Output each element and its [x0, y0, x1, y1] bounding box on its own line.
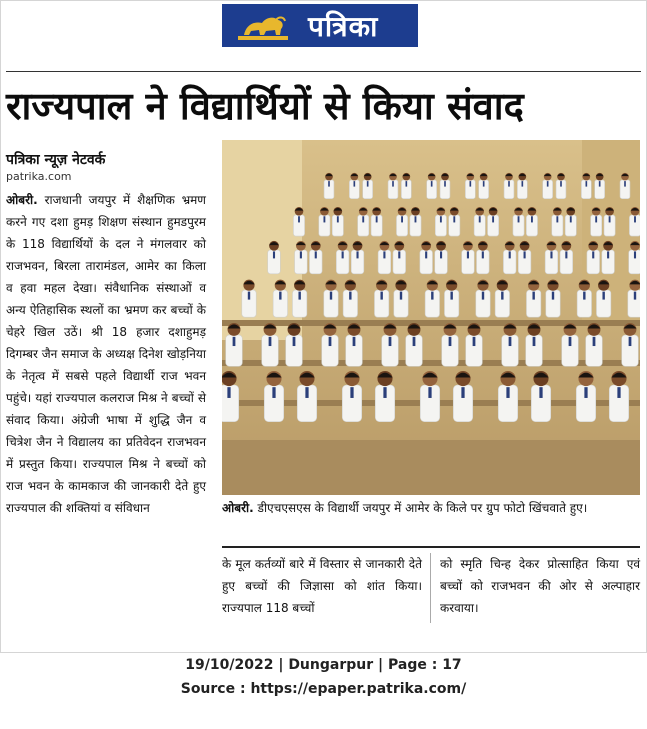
article-column-2: के मूल कर्तव्यों बारे में विस्तार से जानकारी देते हुए बच्चों की जिज्ञासा को शांत किया। राज्यपाल 118 बच्चों: [222, 557, 422, 615]
group-photo-illustration: [222, 140, 640, 495]
caption-rule: [222, 546, 640, 548]
dateline: ओबरी.: [6, 193, 38, 207]
site-name: patrika.com: [6, 170, 72, 183]
header-rule: [6, 71, 641, 72]
article-column-1: [6, 189, 206, 519]
lion-emblem-icon: [236, 11, 290, 43]
byline: पत्रिका न्यूज़ नेटवर्क: [6, 152, 106, 168]
caption-text: डीएचएसएस के विद्यार्थी जयपुर में आमेर के किले पर ग्रुप फोटो खिंचवाते हुए।: [257, 501, 588, 515]
article-text-1: राजधानी जयपुर में शैक्षणिक भ्रमण करने गए दशा हुमड़ शिक्षण संस्थान हुमडपुरम के 118 विद्यार्थियों के दल ने मंगलवार को राजभवन, बिरला तारामंडल, आमेर का किला व हवा महल देखा। संवैधानिक संस्थाओं व अन्य ऐतिहासिक स्थलों का भ्रमण कर बच्चों के चेहरे खिल उठें। श्री 18 हजार दशाहुमड़ दिगम्बर जैन समाज के अध्यक्ष दिनेश खोड़निया के नेतृत्व में सबसे पहले विद्यार्थी राज भवन पहुंचे। यहां राज्यपाल कलराज मिश्र ने बच्चों से संवाद किया। अंग्रेजी भाषा में शुद्धि जैन व चित्रेश जैन ने विद्यालय का प्रतिवेदन राजभवन में प्रस्तुत किया। राज्यपाल मिश्र ने बच्चों को राज भवन के कामकाज की जानकारी देते हुए राज्यपाल की शक्तियां व संविधान: [6, 193, 206, 515]
group-photo: [222, 140, 640, 495]
footer-date-page: 19/10/2022 | Dungarpur | Page : 17: [185, 657, 462, 673]
column-divider: [430, 553, 431, 623]
masthead: [222, 4, 418, 47]
footer-source: Source : https://epaper.patrika.com/: [180, 681, 467, 697]
brand-name: पत्रिका: [308, 10, 379, 43]
article-column-3: को स्मृति चिन्ह देकर प्रोत्साहित किया एवं बच्चों को राजभवन की ओर से अल्पाहार करवाया।: [440, 557, 640, 615]
headline: राज्यपाल ने विद्यार्थियों से किया संवाद: [6, 84, 524, 128]
caption-lead: ओबरी.: [222, 501, 254, 515]
photo-caption: [222, 498, 640, 518]
